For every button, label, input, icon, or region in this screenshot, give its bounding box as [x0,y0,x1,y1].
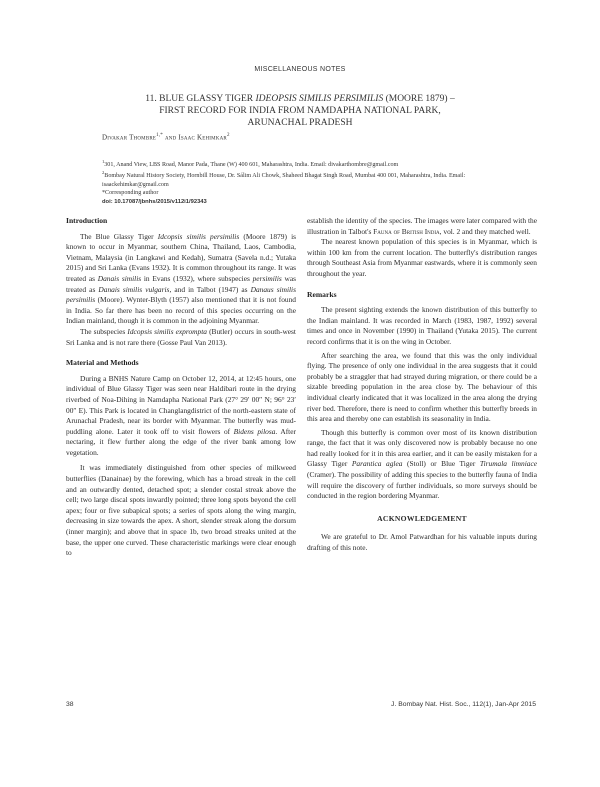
author-line: Divakar Thombre$^{1,*}$ and Isaac Kehimkar$^2$ [102,133,230,142]
author-1: Divakar Thombre [102,133,157,142]
right-column [307,216,537,554]
intro-paragraph-1: The Blue Glassy Tiger Idcopsis similis persimilis (Moore 1879) is known to occur in Myanmar, southern China, Thailand, Laos, Cambodia, Vietnam, Malaysia (in Langkawi and Kedah), Sumatra (Savela n.d.; Yutaka 2015) and Sri Lanka (Evans 1932). It is common throughout its range. It was treated as Danais similis in Evans (1932), where subspecies persimilis was treated as Danais similis vulgaris, and in Talbot (1947) as Danaus similis persimilis (Moore). Wynter-Blyth (1957) also mentioned that it is not found in India. So far there has been no record of this species occurring on the Indian mainland, though it is common in the adjoining Myanmar. [66,231,296,326]
page-number: 38 [66,701,74,708]
right-paragraph-2: The nearest known population of this species is in Myanmar, which is within 100 km from the current location. The butterfly's distribution ranges through Southeast Asia from Myanmar eastwards, where it is commonly seen throughout the year. [307,237,537,278]
title-species: IDEOPSIS SIMILIS PERSIMILIS [255,94,384,104]
affiliations: $^1$301, Anand View, LBS Road, Manor Pada, Thane (W) 400 601, Maharashtra, India. Email: divakarthombre@gmail.com $^2$Bombay Natural History Society, Hornbill House, Dr. Sálim Ali Chowk, Shaheed Bhagat Singh Road, Mumbai 400 001, Maharashtra, India. Email: isaackehimkar@gmail.com *Corresponding author doi: 10.17087/jbnhs/2015/v112i1/92343 [102,158,502,206]
acknowledgement-paragraph: We are grateful to Dr. Amol Patwardhan for his valuable inputs during drafting of this note. [307,532,537,553]
intro-paragraph-2: The subspecies Idcopsis similis exprompta (Butler) occurs in south-west Sri Lanka and is not rare there (Gosse Paul Van 2013). [66,326,296,347]
running-header: MISCELLANEOUS NOTES [254,66,346,73]
doi-link[interactable]: doi: 10.17087/jbnhs/2015/v112i1/92343 [102,198,207,205]
remarks-paragraph-3: Though this butterfly is common over most of its known distribution range, the fact that it was only discovered now is probably because no one had really looked for it in this area earlier, and it can be easily mistaken for a Glassy Tiger Parantica aglea (Stoll) or Blue Tiger Tirumala limniace (Cramer). The possibility of adding this species to the butterfly fauna of India will require the discovery of further individuals, so more surveys should be conducted in the region bordering Myanmar. [307,427,537,501]
heading-remarks: Remarks [307,289,337,299]
remarks-paragraph-2: After searching the area, we found that this was the only individual flying. The presence of only one individual in the area suggests that it could probably be a straggler that had strayed during migration, or there could be a sizable breeding population in the area close by. The behaviour of this individual clearly indicated that it was localized in the area along the drying river bed. Therefore, there is need to confirm whether this butterfly breeds in this area and thereby one can establish its seasonality in India. [307,350,537,424]
corresponding-note: *Corresponding author [102,190,159,197]
journal-citation: J. Bombay Nat. Hist. Soc., 112(1), Jan-Apr 2015 [391,701,536,708]
methods-paragraph-1: During a BNHS Nature Camp on October 12, 2014, at 12:45 hours, one individual of Blue Glassy Tiger was seen near Haldibari route in the drying riverbed of Noa-Dihing in Namdapha National Park (27° 29′ 00″ N; 96° 23′ 00″ E). This Park is located in Changlangdistrict of the north-eastern state of Arunachal Pradesh, near its border with Myanmar. The butterfly was mud-puddling alone. Later it took off to visit flowers of Bidens pilosa. After nectaring, it flew further along the edge of the river bank among low vegetation. [66,373,296,457]
heading-acknowledgement: ACKNOWLEDGEMENT [377,513,467,523]
heading-methods: Material and Methods [66,358,139,368]
heading-introduction: Introduction [66,216,108,225]
author-2: Isaac Kehimkar [178,133,227,142]
methods-paragraph-2: It was immediately distinguished from other species of milkweed butterflies (Danainae) by the forewing, which has a broad streak in the cell and an outwardly dented, detached spot; a slender costal streak above the cell; two large discal spots inwardly pointed; three long spots beyond the cell apex; four or five subapical spots; a series of spots along the wing margin, decreasing in size towards the apex. A short, slender streak along the dorsum (inner margin); and above that in space 1b, two broad streaks united at the base, the upper one curved. These characteristic markings were clear enough to [66,463,296,558]
left-column [66,216,296,559]
right-paragraph-1: establish the identity of the species. The images were later compared with the illustration in Talbot's Fauna of British India, vol. 2 and they matched well. [307,216,537,236]
remarks-paragraph-1: The present sighting extends the known distribution of this butterfly to the Indian mainland. It was recorded in March (1983, 1987, 1992) several times and once in November (1990) in Thailand (Yutaka 2015). The current record confirms that it is on the wing in October. [307,305,537,346]
article-title: 11. BLUE GLASSY TIGER IDEOPSIS SIMILIS PERSIMILIS (MOORE 1879) – FIRST RECORD FOR INDIA FROM NAMDAPHA NATIONAL PARK, ARUNACHAL PRADESH [145,94,455,128]
